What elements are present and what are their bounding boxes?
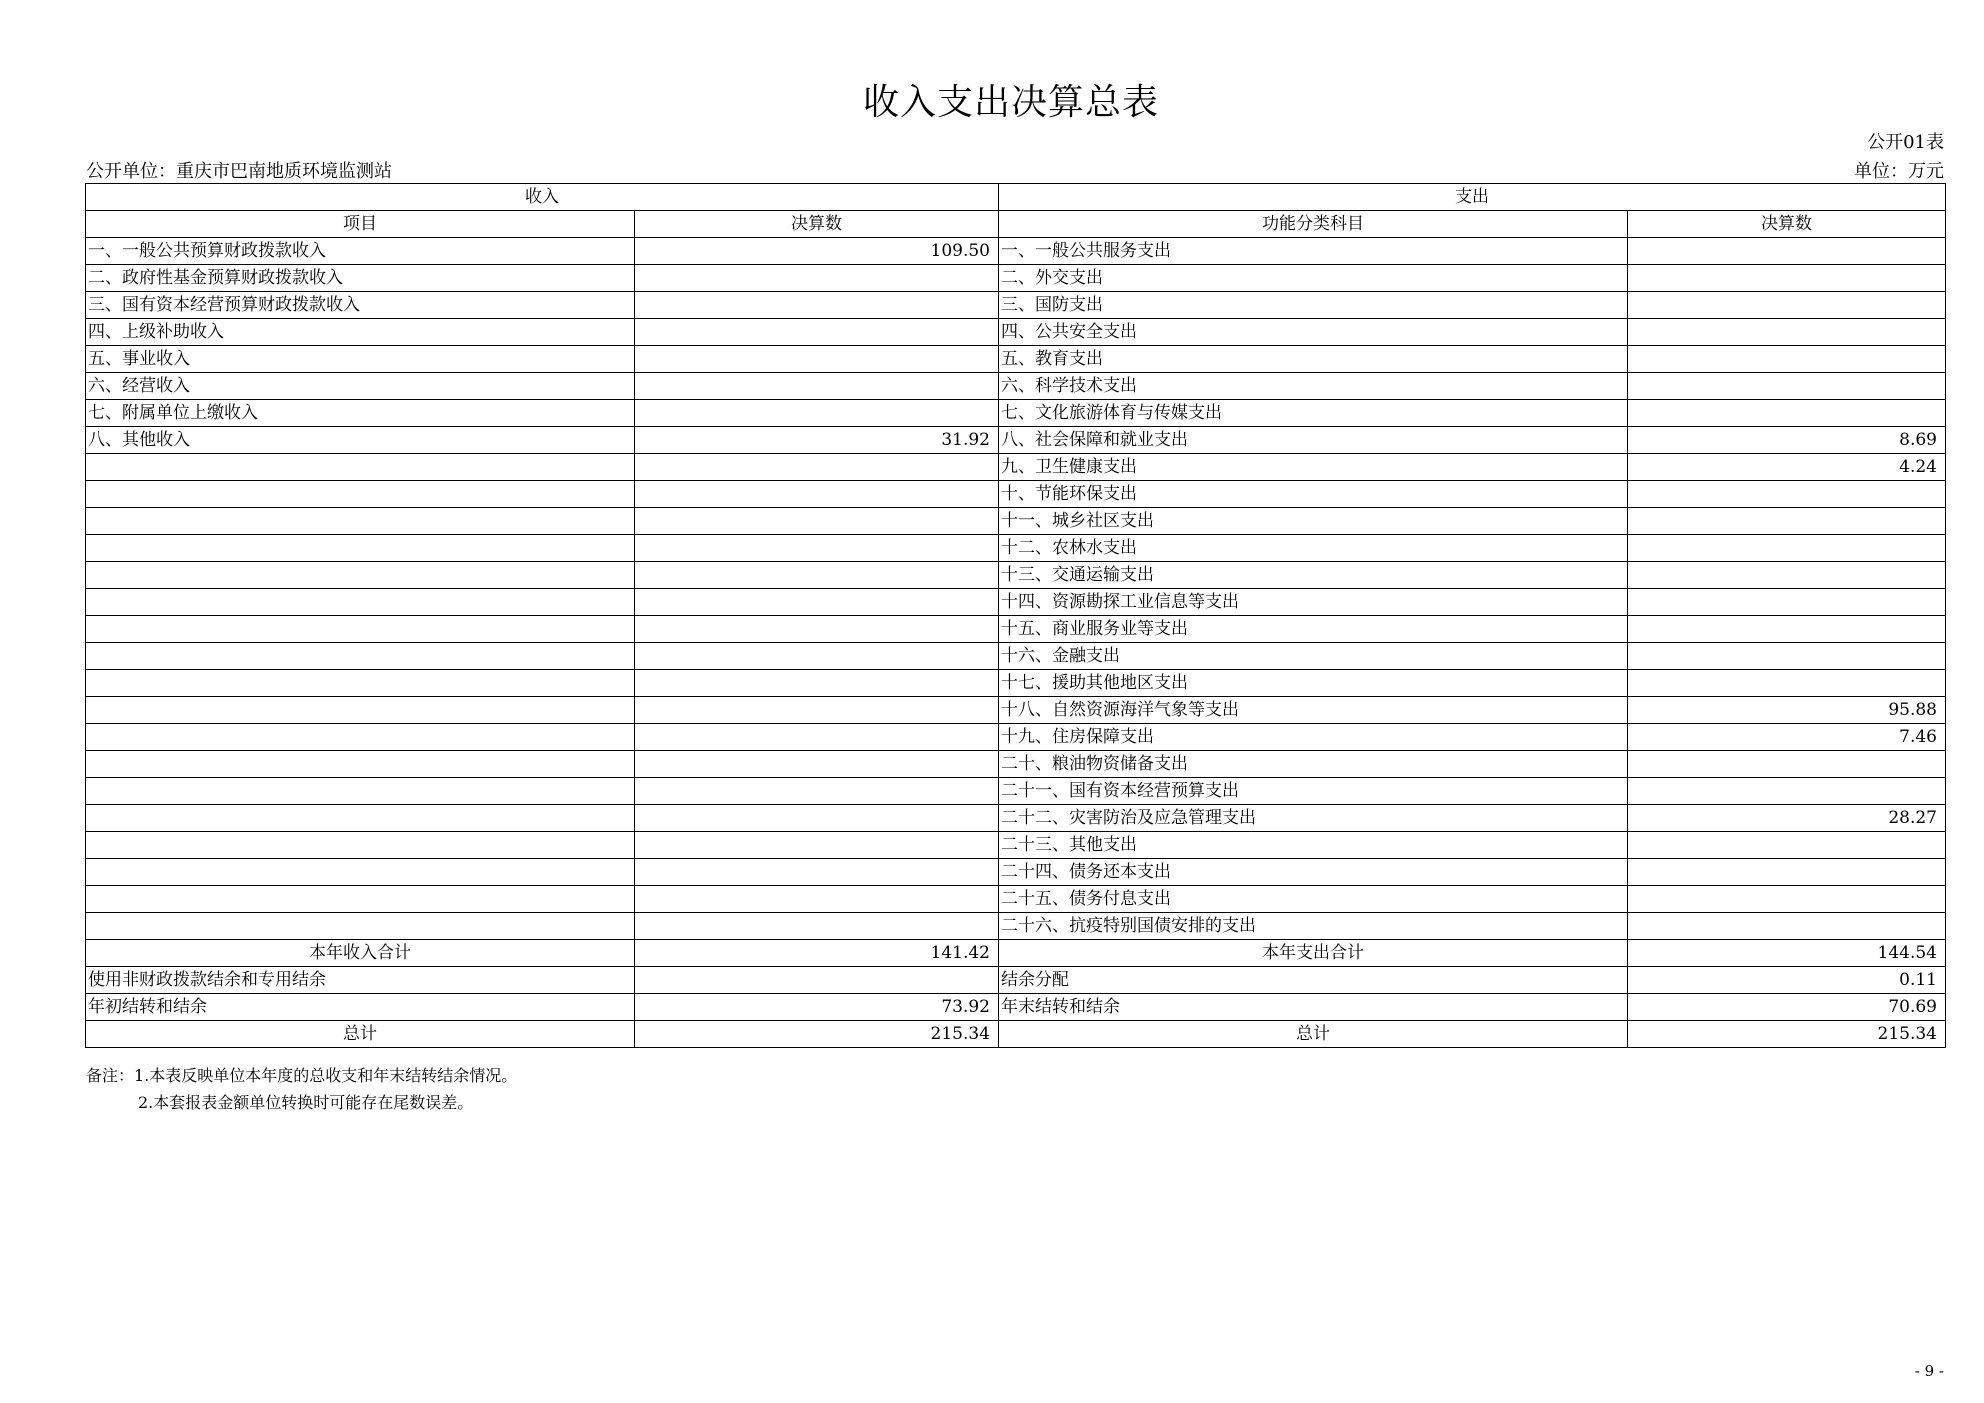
- expense-amount-cell: [1628, 859, 1946, 886]
- income-item-cell: [86, 562, 635, 589]
- expense-item-cell: 二十三、其他支出: [999, 832, 1628, 859]
- expense-amount-cell: [1628, 913, 1946, 940]
- col-amount-header: 决算数: [635, 211, 999, 238]
- table-row: [86, 778, 1946, 805]
- income-header: 收入: [86, 184, 999, 211]
- nonfiscal-label: 使用非财政拨款结余和专用结余: [86, 967, 635, 994]
- expense-item-cell: 十三、交通运输支出: [999, 562, 1628, 589]
- expense-amount-cell: [1628, 292, 1946, 319]
- income-amount-cell: [635, 643, 999, 670]
- income-item-cell: [86, 454, 635, 481]
- income-amount-cell: [635, 616, 999, 643]
- income-amount-cell: 31.92: [635, 427, 999, 454]
- begin-balance-label: 年初结转和结余: [86, 994, 635, 1021]
- table-row: [86, 724, 1946, 751]
- income-amount-cell: [635, 859, 999, 886]
- expense-item-cell: 十二、农林水支出: [999, 535, 1628, 562]
- table-row: [86, 481, 1946, 508]
- income-amount-cell: [635, 832, 999, 859]
- income-item-cell: [86, 616, 635, 643]
- grand-total-income-value: 215.34: [635, 1021, 999, 1048]
- note-line-2: 2.本套报表金额单位转换时可能存在尾数误差。: [138, 1093, 474, 1112]
- expense-amount-cell: [1628, 400, 1946, 427]
- expense-item-cell: 七、文化旅游体育与传媒支出: [999, 400, 1628, 427]
- table-code: 公开01表: [1867, 132, 1944, 153]
- grand-total-expense-value: 215.34: [1628, 1021, 1946, 1048]
- expense-item-cell: 二十四、债务还本支出: [999, 859, 1628, 886]
- expense-amount-cell: [1628, 616, 1946, 643]
- table-row: [86, 589, 1946, 616]
- expense-item-cell: 十六、金融支出: [999, 643, 1628, 670]
- income-amount-cell: [635, 481, 999, 508]
- expense-amount-cell: [1628, 508, 1946, 535]
- col-amount2-header: 决算数: [1628, 211, 1946, 238]
- table-row: [86, 373, 1946, 400]
- income-item-cell: [86, 535, 635, 562]
- expense-item-cell: 九、卫生健康支出: [999, 454, 1628, 481]
- income-amount-cell: [635, 508, 999, 535]
- expense-item-cell: 二十五、债务付息支出: [999, 886, 1628, 913]
- expense-amount-cell: [1628, 481, 1946, 508]
- expense-item-cell: 十五、商业服务业等支出: [999, 616, 1628, 643]
- income-amount-cell: [635, 454, 999, 481]
- expense-amount-cell: [1628, 319, 1946, 346]
- table-row: [86, 697, 1946, 724]
- expense-item-cell: 二十二、灾害防治及应急管理支出: [999, 805, 1628, 832]
- table-row: [86, 913, 1946, 940]
- total-expense-value: 144.54: [1628, 940, 1946, 967]
- expense-item-cell: 二十一、国有资本经营预算支出: [999, 778, 1628, 805]
- income-amount-cell: [635, 346, 999, 373]
- col-func-header: 功能分类科目: [999, 211, 1628, 238]
- expense-amount-cell: 28.27: [1628, 805, 1946, 832]
- income-item-cell: 八、其他收入: [86, 427, 635, 454]
- end-balance-value: 70.69: [1628, 994, 1946, 1021]
- org-name: 公开单位：重庆市巴南地质环境监测站: [86, 161, 392, 182]
- expense-amount-cell: [1628, 535, 1946, 562]
- table-row: [86, 805, 1946, 832]
- expense-header: 支出: [999, 184, 1946, 211]
- expense-item-cell: 四、公共安全支出: [999, 319, 1628, 346]
- income-amount-cell: [635, 913, 999, 940]
- table-row: [86, 859, 1946, 886]
- expense-item-cell: 十四、资源勘探工业信息等支出: [999, 589, 1628, 616]
- expense-item-cell: 五、教育支出: [999, 346, 1628, 373]
- expense-item-cell: 十九、住房保障支出: [999, 724, 1628, 751]
- income-item-cell: 二、政府性基金预算财政拨款收入: [86, 265, 635, 292]
- income-item-cell: [86, 508, 635, 535]
- income-item-cell: [86, 481, 635, 508]
- expense-amount-cell: [1628, 373, 1946, 400]
- expense-item-cell: 二十、粮油物资储备支出: [999, 751, 1628, 778]
- income-item-cell: [86, 886, 635, 913]
- total-expense-label: 本年支出合计: [999, 940, 1628, 967]
- table-row: [86, 346, 1946, 373]
- expense-amount-cell: 8.69: [1628, 427, 1946, 454]
- income-amount-cell: [635, 589, 999, 616]
- table-row: [86, 454, 1946, 481]
- income-item-cell: 四、上级补助收入: [86, 319, 635, 346]
- expense-amount-cell: [1628, 346, 1946, 373]
- expense-amount-cell: [1628, 778, 1946, 805]
- total-income-label: 本年收入合计: [86, 940, 635, 967]
- table-row: [86, 562, 1946, 589]
- income-amount-cell: [635, 265, 999, 292]
- expense-item-cell: 八、社会保障和就业支出: [999, 427, 1628, 454]
- income-amount-cell: [635, 373, 999, 400]
- table-row: [86, 319, 1946, 346]
- income-amount-cell: [635, 805, 999, 832]
- income-item-cell: [86, 697, 635, 724]
- income-amount-cell: [635, 724, 999, 751]
- income-item-cell: [86, 832, 635, 859]
- expense-amount-cell: [1628, 643, 1946, 670]
- expense-amount-cell: 4.24: [1628, 454, 1946, 481]
- income-item-cell: [86, 724, 635, 751]
- table-row: [86, 427, 1946, 454]
- income-item-cell: [86, 778, 635, 805]
- table-row: [86, 751, 1946, 778]
- income-item-cell: [86, 643, 635, 670]
- page-title: 收入支出决算总表: [862, 82, 1159, 123]
- expense-item-cell: 十七、援助其他地区支出: [999, 670, 1628, 697]
- notes: [86, 1062, 517, 1116]
- income-amount-cell: [635, 319, 999, 346]
- grand-total-expense-label: 总计: [999, 1021, 1628, 1048]
- expense-amount-cell: [1628, 670, 1946, 697]
- income-amount-cell: [635, 886, 999, 913]
- expense-item-cell: 一、一般公共服务支出: [999, 238, 1628, 265]
- table-row: [86, 670, 1946, 697]
- income-item-cell: 七、附属单位上缴收入: [86, 400, 635, 427]
- income-item-cell: [86, 913, 635, 940]
- end-balance-label: 年末结转和结余: [999, 994, 1628, 1021]
- expense-amount-cell: [1628, 265, 1946, 292]
- expense-amount-cell: [1628, 886, 1946, 913]
- table-row: [86, 238, 1946, 265]
- expense-amount-cell: [1628, 589, 1946, 616]
- income-amount-cell: [635, 751, 999, 778]
- expense-amount-cell: 7.46: [1628, 724, 1946, 751]
- expense-item-cell: 二十六、抗疫特别国债安排的支出: [999, 913, 1628, 940]
- note-line-1: 备注：1.本表反映单位本年度的总收支和年末结转结余情况。: [86, 1066, 518, 1085]
- table-row: [86, 508, 1946, 535]
- table-row: [86, 643, 1946, 670]
- income-item-cell: [86, 670, 635, 697]
- expense-amount-cell: [1628, 751, 1946, 778]
- expense-amount-cell: [1628, 562, 1946, 589]
- expense-item-cell: 二、外交支出: [999, 265, 1628, 292]
- income-amount-cell: [635, 535, 999, 562]
- total-income-value: 141.42: [635, 940, 999, 967]
- table-row: [86, 400, 1946, 427]
- expense-item-cell: 十一、城乡社区支出: [999, 508, 1628, 535]
- income-item-cell: 六、经营收入: [86, 373, 635, 400]
- table-row: [86, 265, 1946, 292]
- expense-amount-cell: [1628, 832, 1946, 859]
- table-row: [86, 292, 1946, 319]
- unit-label: 单位：万元: [1854, 161, 1944, 182]
- income-item-cell: [86, 589, 635, 616]
- expense-item-cell: 十、节能环保支出: [999, 481, 1628, 508]
- expense-amount-cell: [1628, 238, 1946, 265]
- begin-balance-value: 73.92: [635, 994, 999, 1021]
- expense-item-cell: 三、国防支出: [999, 292, 1628, 319]
- income-amount-cell: [635, 670, 999, 697]
- income-item-cell: 一、一般公共预算财政拨款收入: [86, 238, 635, 265]
- col-item-header: 项目: [86, 211, 635, 238]
- income-item-cell: [86, 859, 635, 886]
- surplus-label: 结余分配: [999, 967, 1628, 994]
- table-row: [86, 832, 1946, 859]
- income-item-cell: 五、事业收入: [86, 346, 635, 373]
- page-number: - 9 -: [1914, 1362, 1944, 1380]
- expense-amount-cell: 95.88: [1628, 697, 1946, 724]
- income-amount-cell: [635, 697, 999, 724]
- expense-item-cell: 十八、自然资源海洋气象等支出: [999, 697, 1628, 724]
- table-row: [86, 535, 1946, 562]
- income-amount-cell: 109.50: [635, 238, 999, 265]
- income-amount-cell: [635, 400, 999, 427]
- income-item-cell: [86, 805, 635, 832]
- surplus-value: 0.11: [1628, 967, 1946, 994]
- income-item-cell: [86, 751, 635, 778]
- income-amount-cell: [635, 292, 999, 319]
- income-expense-table: [85, 183, 1946, 1048]
- table-row: [86, 616, 1946, 643]
- income-amount-cell: [635, 778, 999, 805]
- nonfiscal-value: [635, 967, 999, 994]
- table-row: [86, 886, 1946, 913]
- grand-total-income-label: 总计: [86, 1021, 635, 1048]
- income-item-cell: 三、国有资本经营预算财政拨款收入: [86, 292, 635, 319]
- expense-item-cell: 六、科学技术支出: [999, 373, 1628, 400]
- income-amount-cell: [635, 562, 999, 589]
